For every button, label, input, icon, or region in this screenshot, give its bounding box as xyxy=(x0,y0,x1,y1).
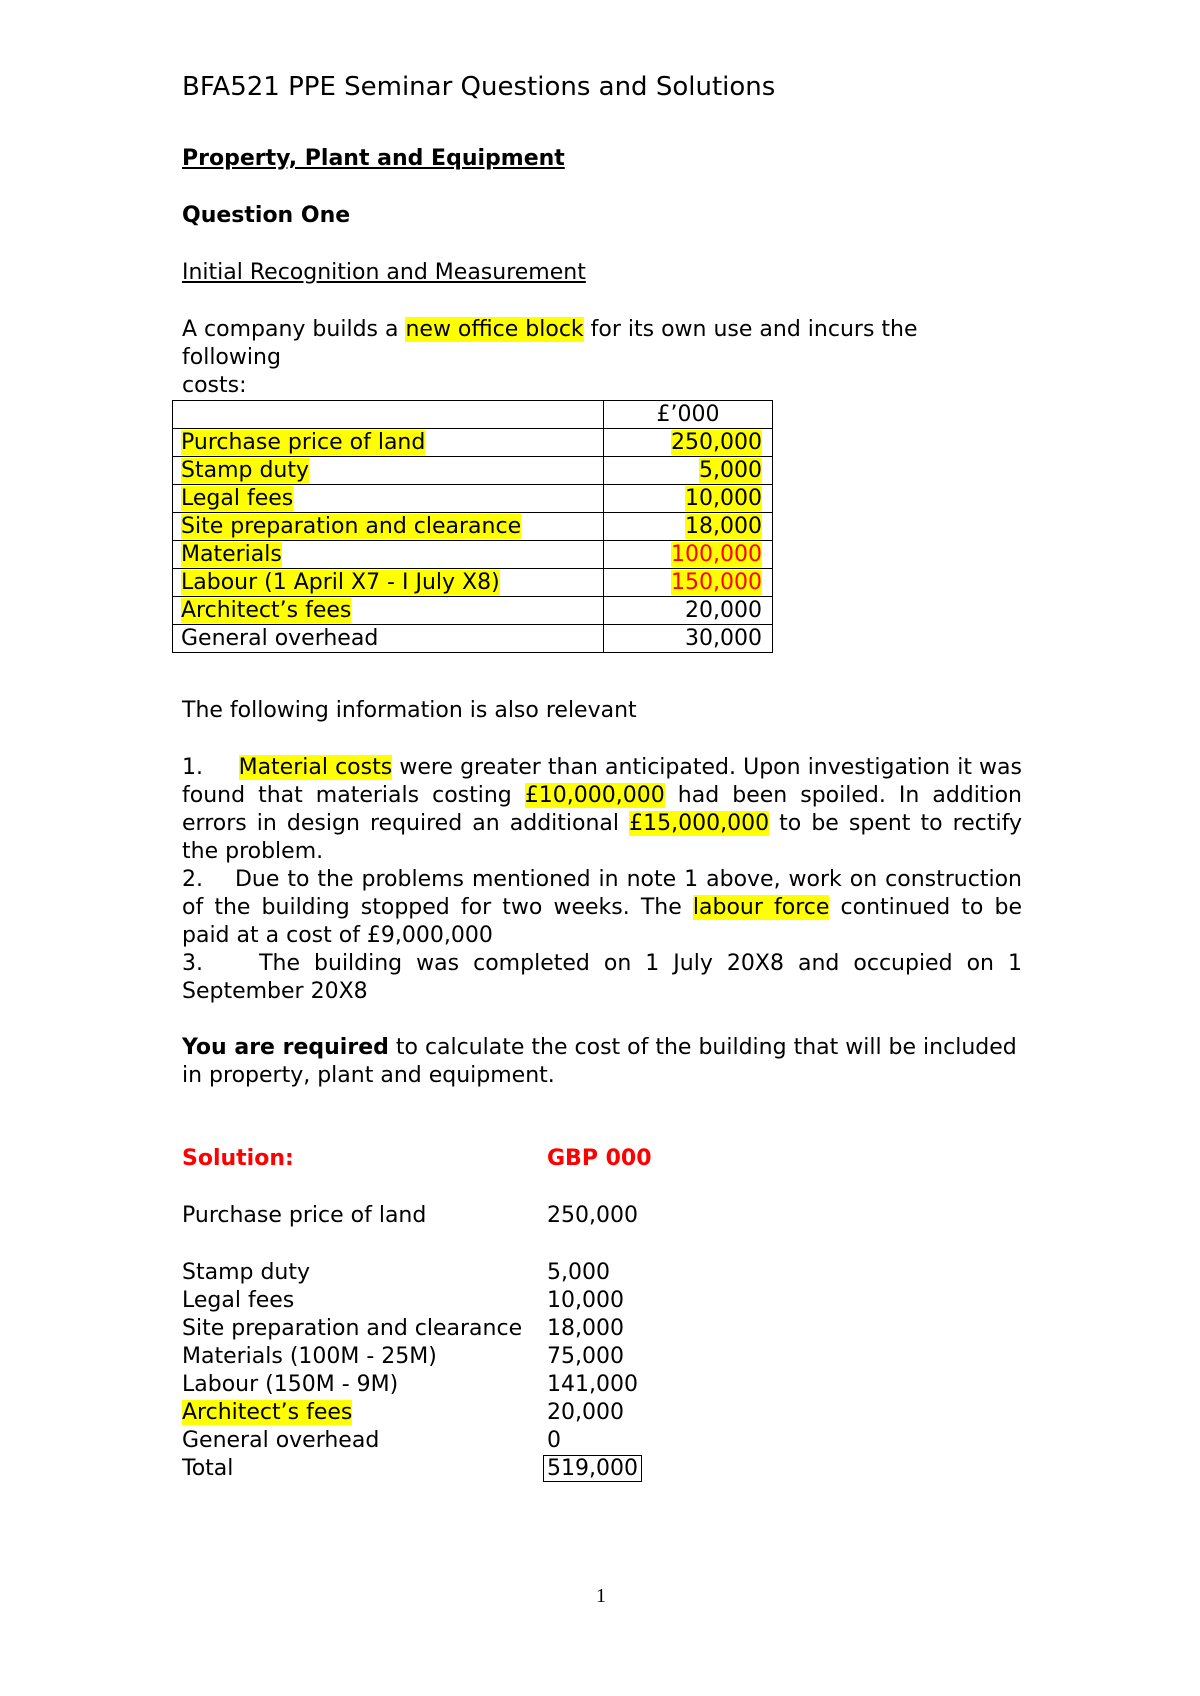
requirement-bold: You are required xyxy=(182,1035,389,1060)
solution-row-label: Architect’s fees xyxy=(182,1400,353,1425)
note-text: errors in design required an additional xyxy=(182,811,630,836)
table-cell-value: 10,000 xyxy=(604,485,773,513)
solution-row-label: Legal fees xyxy=(182,1288,295,1313)
solution-currency: GBP 000 xyxy=(547,1146,652,1171)
solution-row-value: 18,000 xyxy=(547,1316,624,1341)
solution-total-label: Total xyxy=(182,1456,234,1481)
note-highlight: £10,000,000 xyxy=(524,783,665,808)
requirement-paragraph xyxy=(182,1034,1022,1090)
table-currency-header: £’000 xyxy=(604,401,773,429)
note-text: to be spent to rectify xyxy=(769,811,1022,836)
note-text: Due to the problems mentioned in note 1 above, work on construction xyxy=(234,867,1022,892)
note-highlight: Material costs xyxy=(238,755,393,780)
solution-row-label: Stamp duty xyxy=(182,1260,311,1285)
document-title: BFA521 PPE Seminar Questions and Solutions xyxy=(182,72,776,102)
solution-row-value: 5,000 xyxy=(547,1260,610,1285)
intro-line-2: costs: xyxy=(182,373,247,398)
note-2 xyxy=(182,866,1022,950)
table-row xyxy=(173,513,773,541)
section-heading: Property, Plant and Equipment xyxy=(182,146,565,171)
note-text: found that materials costing xyxy=(182,783,525,808)
solution-total-value: 519,000 xyxy=(547,1456,642,1481)
note-number: 1. xyxy=(182,755,203,780)
intro-text-2: for its own use and incurs the following xyxy=(182,317,918,370)
note-highlight: labour force xyxy=(692,895,830,920)
note-text: September 20X8 xyxy=(182,979,368,1004)
table-cell-value: 100,000 xyxy=(604,541,773,569)
intro-highlight: new office block xyxy=(405,317,584,342)
intro-paragraph xyxy=(182,316,1022,400)
solution-row-value: 75,000 xyxy=(547,1344,624,1369)
table-cell-label: Site preparation and clearance xyxy=(173,513,604,541)
table-header-row xyxy=(173,401,773,429)
note-text: had been spoiled. In addition xyxy=(664,783,1022,808)
note-1 xyxy=(182,754,1022,866)
note-text: the problem. xyxy=(182,839,324,864)
intro-text: A company builds a xyxy=(182,317,406,342)
page-number: 1 xyxy=(596,1585,606,1607)
table-cell-value: 250,000 xyxy=(604,429,773,457)
table-cell-label: Purchase price of land xyxy=(173,429,604,457)
solution-row-value: 141,000 xyxy=(547,1372,638,1397)
note-text: of the building stopped for two weeks. The xyxy=(182,895,693,920)
table-row xyxy=(173,569,773,597)
question-heading: Question One xyxy=(182,203,351,228)
table-cell-value: 30,000 xyxy=(604,625,773,653)
table-cell-label: General overhead xyxy=(173,625,604,653)
table-cell-value: 5,000 xyxy=(604,457,773,485)
solution-row-label: Labour (150M - 9M) xyxy=(182,1372,399,1397)
solution-label: Solution: xyxy=(182,1146,294,1171)
cost-table xyxy=(172,400,773,653)
solution-row-value: 20,000 xyxy=(547,1400,624,1425)
table-row xyxy=(173,541,773,569)
table-cell-label: Labour (1 April X7 - I July X8) xyxy=(173,569,604,597)
solution-row-value: 0 xyxy=(547,1428,561,1453)
solution-row-label: Site preparation and clearance xyxy=(182,1316,523,1341)
subheading: Initial Recognition and Measurement xyxy=(182,260,586,285)
solution-row-label: General overhead xyxy=(182,1428,380,1453)
note-text: were greater than anticipated. Upon investigation it was xyxy=(392,755,1022,780)
table-cell-label: Materials xyxy=(173,541,604,569)
note-number: 3. xyxy=(182,951,203,976)
solution-row-value: 10,000 xyxy=(547,1288,624,1313)
note-3 xyxy=(182,950,1022,1006)
table-row xyxy=(173,597,773,625)
table-row xyxy=(173,625,773,653)
note-text: The building was completed on 1 July 20X8 and occupied on 1 xyxy=(259,951,1023,976)
table-row xyxy=(173,457,773,485)
table-cell-value: 20,000 xyxy=(604,597,773,625)
info-heading: The following information is also relevant xyxy=(182,698,637,723)
note-highlight: £15,000,000 xyxy=(629,811,770,836)
note-number: 2. xyxy=(182,867,203,892)
note-text: paid at a cost of £9,000,000 xyxy=(182,923,493,948)
table-row xyxy=(173,485,773,513)
table-row xyxy=(173,429,773,457)
solution-row-label: Purchase price of land xyxy=(182,1203,427,1228)
table-cell-value: 150,000 xyxy=(604,569,773,597)
solution-row-label: Materials (100M - 25M) xyxy=(182,1344,437,1369)
table-cell-label: Architect’s fees xyxy=(173,597,604,625)
note-text: continued to be xyxy=(829,895,1022,920)
solution-row-value: 250,000 xyxy=(547,1203,638,1228)
table-cell xyxy=(173,401,604,429)
requirement-text: in property, plant and equipment. xyxy=(182,1063,555,1088)
table-cell-label: Legal fees xyxy=(173,485,604,513)
table-cell-label: Stamp duty xyxy=(173,457,604,485)
table-cell-value: 18,000 xyxy=(604,513,773,541)
requirement-text: to calculate the cost of the building that will be included xyxy=(388,1035,1017,1060)
